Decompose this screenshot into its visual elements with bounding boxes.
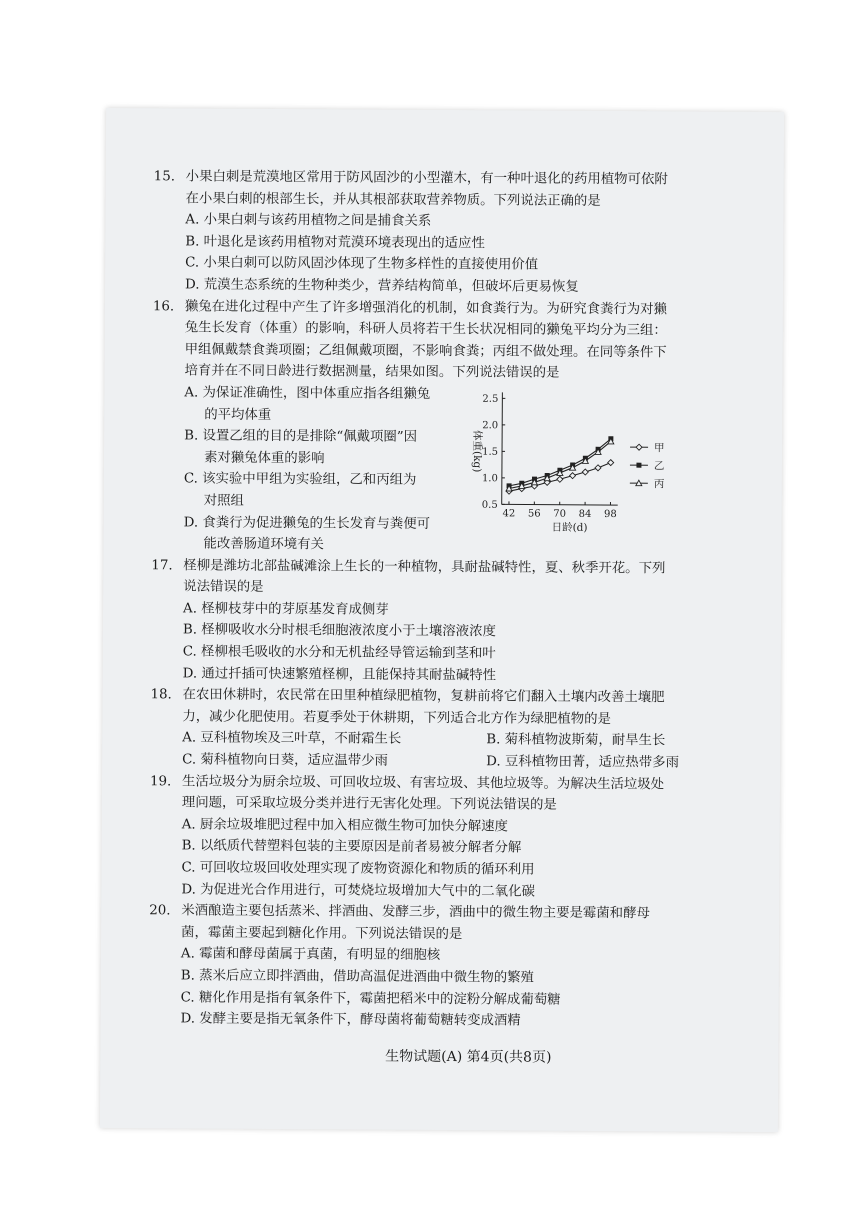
question-16-options: [151, 382, 452, 557]
option-c: C. 菊科植物向日葵，适应温带少雨: [182, 752, 388, 769]
option-a-cont: 的平均体重: [204, 407, 272, 423]
data-point-甲: [557, 476, 563, 482]
question-stem-line: 兔生长发育（体重）的影响，科研人员将若干生长状况相同的獭兔平均分为三组：: [184, 320, 667, 339]
option-a: A. 霉菌和酵母菌属于真菌，有明显的细胞核: [180, 946, 441, 964]
question-number: 16.: [152, 298, 175, 314]
question-stem-line: 理问题，可采取垃圾分类并进行无害化处理。下列说法错误的是: [181, 795, 557, 813]
question-number: 15.: [153, 169, 176, 185]
x-axis-label: 日龄(d): [551, 521, 588, 534]
y-tick-label: 2.0: [482, 420, 499, 432]
option-a: A. 小果白刺与该药用植物之间是捕食关系: [185, 212, 432, 230]
option-b: B. 蒸米后应立即拌酒曲，借助高温促进酒曲中微生物的繁殖: [180, 968, 534, 986]
legend-label-乙: 乙: [653, 460, 665, 473]
y-tick-label: 0.5: [481, 499, 498, 511]
weight-chart: [459, 386, 700, 552]
x-tick-label: 98: [603, 508, 617, 521]
data-point-甲: [570, 473, 576, 479]
option-d-cont: 能改善肠道环境有关: [203, 536, 325, 553]
question-stem-line: 在农田休耕时，农民常在田里种植绿肥植物，复耕前将它们翻入土壤内改善土壤肥: [182, 687, 665, 706]
option-d: D. 食粪行为促进獭兔的生长发育与粪便可: [183, 514, 431, 532]
question-stem-line: 小果白刺是荒漠地区常用于防风固沙的小型灌木，有一种叶退化的药用植物可依附: [185, 169, 668, 188]
option-d: D. 豆科植物田菁，适应热带多雨: [486, 754, 680, 771]
option-a: A. 柽柳枝芽中的芽原基发育成侧芽: [183, 601, 389, 618]
question-stem-line: 米酒酿造主要包括蒸米、拌酒曲、发酵三步，酒曲中的微生物主要是霉菌和酵母: [181, 903, 650, 922]
question-17: [151, 555, 772, 688]
x-tick-label: 56: [527, 508, 541, 520]
x-tick-label: 70: [553, 508, 567, 520]
data-point-甲: [608, 460, 614, 466]
y-axis: [502, 392, 503, 504]
legend-marker-乙: [636, 463, 641, 468]
question-number: 20.: [149, 903, 171, 919]
weight-chart-svg: [459, 386, 700, 552]
y-axis-label: 体重(kg): [470, 429, 484, 473]
y-tick-label: 2.5: [482, 393, 499, 405]
option-c: C. 可回收垃圾回收处理实现了废物资源化和物质的循环利用: [181, 860, 535, 878]
option-c: C. 糖化作用是指有氧条件下，霉菌把稻米中的淀粉分解成葡萄糖: [180, 989, 561, 1008]
option-b: B. 柽柳吸收水分时根毛细胞液浓度小于土壤溶液浓度: [182, 622, 496, 640]
question-stem-line: 培育并在不同日龄进行数据测量，结果如图。下列说法错误的是: [184, 363, 560, 382]
option-c: C. 该实验中甲组为实验组，乙和丙组为: [183, 471, 417, 489]
legend-marker-甲: [636, 444, 642, 450]
y-tick-label: 1.0: [481, 473, 498, 485]
x-tick-label: 42: [502, 508, 516, 520]
option-b: B. 菊科植物波斯菊，耐旱生长: [486, 732, 666, 749]
question-stem-line: 生活垃圾分为厨余垃圾、可回收垃圾、有害垃圾、其他垃圾等。为解决生活垃圾处: [181, 774, 665, 792]
option-d: D. 发酵主要是指无氧条件下，酵母菌将葡萄糖转变成酒精: [180, 1011, 521, 1029]
option-c: C. 柽柳根毛吸收的水分和无机盐经导管运输到茎和叶: [182, 644, 496, 662]
data-point-甲: [582, 469, 588, 475]
option-c: C. 小果白刺可以防风固沙体现了生物多样性的直接使用价值: [185, 255, 539, 273]
question-16: [151, 296, 773, 559]
option-b: B. 叶退化是该药用植物对荒漠环境表现出的适应性: [185, 234, 485, 252]
question-number: 19.: [149, 773, 172, 789]
question-15: [153, 166, 774, 299]
question-stem-line: 在小果白刺的根部生长，并从其根部获取营养物质。下列说法正确的是: [185, 191, 601, 209]
x-tick-label: 84: [578, 508, 592, 520]
question-number: 17.: [151, 557, 173, 574]
question-stem-line: 菌，霉菌主要起到糖化作用。下列说法错误的是: [181, 925, 463, 942]
option-c-cont: 对照组: [203, 493, 244, 509]
question-stem-line: 甲组佩戴禁食粪项圈；乙组佩戴项圈，不影响食粪；丙组不做处理。在同等条件下: [184, 342, 667, 361]
question-number: 18.: [150, 687, 172, 703]
question-18: [150, 684, 771, 774]
question-stem-line: 獭兔在进化过程中产生了许多增强消化的机制，如食粪行为。为研究食粪行为对獭: [184, 298, 668, 317]
question-stem-line: 柽柳是潍坊北部盐碱滩涂上生长的一种植物，具耐盐碱特性，夏、秋季开花。下列: [183, 558, 666, 577]
page-footer: 生物试题(A) 第4页(共8页): [385, 1048, 552, 1066]
option-d: D. 为促进光合作用进行，可焚烧垃圾增加大气中的二氧化碳: [181, 882, 535, 900]
option-a: A. 为保证准确性，图中体重应指各组獭兔: [184, 385, 431, 402]
option-b-cont: 素对獭兔体重的影响: [203, 450, 325, 466]
question-stem-line: 力，减少化肥使用。若夏季处于休耕期，下列适合北方作为绿肥植物的是: [182, 709, 611, 727]
question-20: [148, 900, 769, 1033]
data-point-甲: [595, 465, 601, 471]
legend-label-丙: 丙: [653, 478, 665, 491]
option-b: B. 以纸质代替塑料包装的主要原因是前者易被分解者分解: [181, 838, 522, 856]
question-stem-line: 说法错误的是: [183, 579, 264, 596]
legend-label-甲: 甲: [654, 442, 665, 455]
option-a: A. 厨余垃圾堆肥过程中加入相应微生物可加快分解速度: [181, 817, 508, 835]
exam-content: [148, 166, 773, 1068]
option-b: B. 设置乙组的目的是排除“佩戴项圈”因: [184, 428, 418, 445]
exam-paper-sheet: [100, 108, 784, 1132]
question-19: [149, 771, 770, 904]
y-tick-label: 1.5: [482, 446, 499, 458]
option-d: D. 荒漠生态系统的生物种类少，营养结构简单，但破坏后更易恢复: [184, 277, 579, 295]
option-d: D. 通过扦插可快速繁殖柽柳，且能保持其耐盐碱特性: [182, 666, 497, 683]
option-a: A. 豆科植物埃及三叶草，不耐霜生长: [182, 730, 402, 748]
